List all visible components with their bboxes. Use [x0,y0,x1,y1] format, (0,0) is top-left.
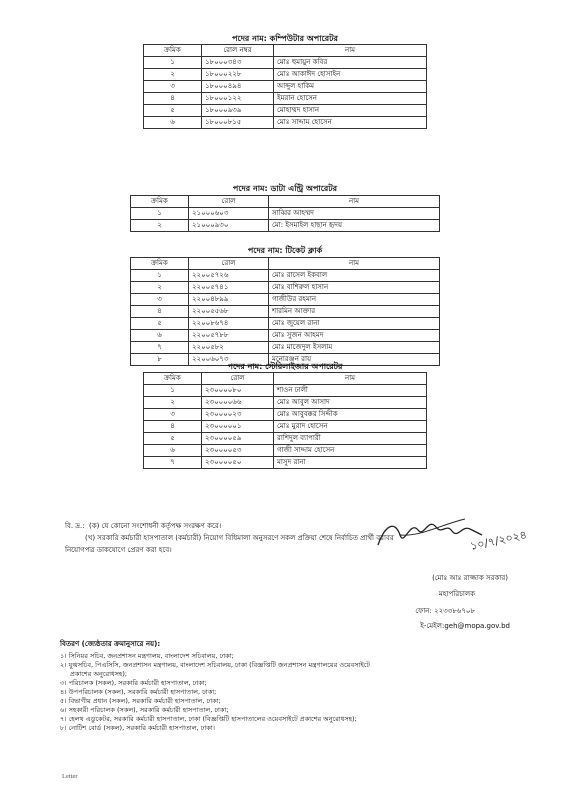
name-cell: গাজীউর রহমান [269,294,440,306]
distribution-heading: বিতরণ (জ্যেষ্ঠতার ক্রমানুসারে নয়): [60,640,161,648]
serial-cell: ৪ [131,306,189,318]
table-row [131,306,440,318]
roll-cell: ২৩০০০০৫৩ [202,445,274,457]
name-cell: মোঃ হুমায়ুন কবির [274,57,427,69]
distribution-item: ২। যুগ্মসচিব, পিএসিসি, জনপ্রশাসন মন্ত্রণালয়, বাংলাদেশ সচিবালয়, ঢাকা (বিজ্ঞপ্তিটি জনপ্রশাসন মন্ত্রণালয়ের ওয়েবসাইটে [60,661,370,669]
serial-cell: ৪ [144,93,202,105]
serial-cell: ৬ [144,117,202,129]
roll-cell: ২২০০৬০৭৩ [189,354,269,366]
distribution-item: ৬। সহকারী পরিচালক (সকল), সরকারি কর্মচারী হাসপাতাল, ঢাকা; [60,706,229,714]
serial-cell: ৬ [144,445,202,457]
roll-cell: ২৩০০০০০১ [202,421,274,433]
roll-cell: ২৩০০০০৬৬ [202,397,274,409]
header-serial: ক্রমিক [131,196,189,208]
header-roll: রোল [189,196,269,208]
header-roll: রোল নম্বর [202,45,274,57]
table-row [131,220,440,232]
table-row [144,57,427,69]
header-roll: রোল [202,373,274,385]
serial-cell: ৩ [144,81,202,93]
serial-cell: ২ [131,282,189,294]
table-row [144,69,427,81]
note-line-2: (খ) সরকারি কর্মচারী হাসপাতাল (কর্মচারী) নিয়োগ বিধিমালা অনুসরণে সকল প্রক্রিয়া শেষে নির্বাচিত প্রার্থী বরাবর [85,534,394,542]
serial-cell: ৮ [131,354,189,366]
roll-cell: ২২০০৪৮৯৯ [189,294,269,306]
name-cell: আব্দুল হাকিম [274,81,427,93]
name-cell: মোঃ রাসেল ইকবাল [269,270,440,282]
table-header-row [131,196,440,208]
serial-cell: ১ [144,57,202,69]
serial-cell: ৩ [131,294,189,306]
name-cell: শারমিন আক্তার [269,306,440,318]
table-row [131,294,440,306]
name-cell: রাশিদুল ব্যাপারী [274,433,427,445]
name-cell: মোঃ মাজেদুল ইসলাম [269,342,440,354]
table-row [131,318,440,330]
note-line-1: (ক) যে কোনো সংশোধনী কর্তৃপক্ষ সংরক্ষণ করে। [89,522,222,530]
header-serial: ক্রমিক [144,45,202,57]
table-header-row [144,45,427,57]
serial-cell: ৫ [131,318,189,330]
section-title: পদের নাম: ডাটা এন্ট্রি অপারেটর [232,184,338,193]
name-cell: মোঃ বাশিরুল হাসান [269,282,440,294]
name-cell: মনোরঞ্জন রায় [269,354,440,366]
table-row [144,445,427,457]
table-row [131,330,440,342]
header-name: নাম [274,373,427,385]
email-link[interactable]: geh@mopa.gov.bd [444,622,510,630]
name-cell: মাসুদ রানা [274,457,427,469]
table-header-row [131,258,440,270]
table-row [144,81,427,93]
name-cell: মোঃ আবুবক্কর সিদ্দীক [274,409,427,421]
name-cell: মোহাম্মদ হাসান [274,105,427,117]
table-row [131,282,440,294]
roll-cell: ১৮০০০৮১৫ [202,117,274,129]
roll-cell: ২১০০০৯৩০ [189,220,269,232]
name-cell: শাওন ঢালী [274,385,427,397]
results-table [143,44,427,129]
name-cell: ইমরান হোসেন [274,93,427,105]
roll-cell: ২২০০৫৭৮৮ [189,330,269,342]
distribution-item: ১। সিনিয়র সচিব, জনপ্রশাসন মন্ত্রণালয়, বাংলাদেশ সচিবালয়, ঢাকা; [60,652,234,660]
serial-cell: ৫ [144,105,202,117]
table-row [131,342,440,354]
distribution-item: ৮। নোটিশ বোর্ড (সকল), সরকারি কর্মচারী হাসপাতাল, ঢাকা। [60,724,216,732]
serial-cell: ৬ [131,330,189,342]
table-row [144,421,427,433]
table-row [144,433,427,445]
serial-cell: ৭ [144,457,202,469]
roll-cell: ২৩০০০০৫০ [202,457,274,469]
roll-cell: ২৩০০০০৫৯ [202,433,274,445]
note-line-3: নিয়োগপত্র ডাকযোগে প্রেরণ করা হবে। [65,546,172,554]
roll-cell: ২২০০৫৫৬৮ [189,306,269,318]
distribution-list [60,640,530,733]
signatory-name: (মোঃ আঃ রাজ্জাক সরকার) [432,574,508,582]
serial-cell: ৭ [131,342,189,354]
signature-date: ১০/৭/২০২৪ [469,528,528,553]
roll-cell: ২২০০৫৮২ [189,342,269,354]
table-row [144,409,427,421]
serial-cell: ১ [131,270,189,282]
results-table [143,372,427,469]
distribution-item: ৪। উপপরিচালক (সকল), সরকারি কর্মচারী হাসপাতাল, ঢাকা; [60,688,217,696]
note-label: বি. দ্র.: [65,522,85,530]
distribution-item: ৩। পরিচালক (সকল), সরকারি কর্মচারী হাসপাতাল, ঢাকা; [60,679,207,687]
signatory-phone: ফোন: ২২৩৩৮৬৭০৮ [415,607,475,615]
section-title: পদের নাম: টিকেট ক্লার্ক [247,246,323,255]
results-table [130,257,440,366]
serial-cell: ৪ [144,421,202,433]
header-serial: ক্রমিক [144,373,202,385]
roll-cell: ২১০০০৬০৩ [189,208,269,220]
name-cell: মোঃ জুয়েল রানা [269,318,440,330]
serial-cell: ২ [144,69,202,81]
name-cell: মোঃ মুরাদ হোসেন [274,421,427,433]
table-row [144,93,427,105]
roll-cell: ১৮০০০৯৩৯ [202,105,274,117]
table-row [131,208,440,220]
roll-cell: ১৮০০০৩৪৩ [202,57,274,69]
roll-cell: ২২০০৫৭২৬ [189,270,269,282]
roll-cell: ২২০০৫৭৪১ [189,282,269,294]
serial-cell: ৩ [144,409,202,421]
table-row [144,117,427,129]
page-footer: Letter [62,773,78,780]
serial-cell: ১ [144,385,202,397]
serial-cell: ৫ [144,433,202,445]
signatory-email-line [420,620,510,632]
table-row [144,385,427,397]
roll-cell: ১৮০০০৪৯৪ [202,81,274,93]
results-table [130,195,440,232]
header-name: নাম [269,258,440,270]
name-cell: মোঃ সাদ্দাম হোসেন [274,117,427,129]
roll-cell: ২৩০০০০২৩ [202,409,274,421]
email-label: ই-মেইল: [420,622,445,630]
header-name: নাম [269,196,440,208]
table-header-row [144,373,427,385]
serial-cell: ২ [144,397,202,409]
section-title: পদের নাম: কম্পিউটার অপারেটর [232,34,338,43]
distribution-item: ৭। হেলথ এডুকেটর, সরকারি কর্মচারী হাসপাতাল, ঢাকা (বিজ্ঞপ্তিটি হাসপাতালের ওয়েবসাইটে প্রকাশের অনুরোধসহ); [60,715,357,723]
name-cell: মোঃ সুজন আহমদ [269,330,440,342]
table-row [144,457,427,469]
serial-cell: ২ [131,220,189,232]
distribution-item: ৫। বিভাগীয় প্রধান (সকল), সরকারি কর্মচারী হাসপাতাল, ঢাকা; [60,697,221,705]
distribution-item: প্রকাশের অনুরোধসহ); [70,670,128,678]
name-cell: মোঃ আকাঈদ হোসাইন [274,69,427,81]
header-roll: রোল [189,258,269,270]
table-row [144,397,427,409]
name-cell: গাজী সাদ্দাম হোসেন [274,445,427,457]
header-serial: ক্রমিক [131,258,189,270]
signatory-designation: মহাপরিচালক [438,590,475,598]
header-name: নাম [274,45,427,57]
name-cell: মো: ইসমাইল হাছান হৃদয় [269,220,440,232]
roll-cell: ১৮০০০২২৮ [202,69,274,81]
roll-cell: ২৩০০০০৮০ [202,385,274,397]
table-row [131,270,440,282]
roll-cell: ১৮০০০১২২ [202,93,274,105]
table-row [144,105,427,117]
name-cell: সাব্বির আহম্মদ [269,208,440,220]
serial-cell: ১ [131,208,189,220]
roll-cell: ২২০০৮৬৭৪ [189,318,269,330]
section-title: পদের নাম: স্টেরিলাইজার অপারেটর [227,362,343,371]
name-cell: মোঃ আবুল আসাদ [274,397,427,409]
